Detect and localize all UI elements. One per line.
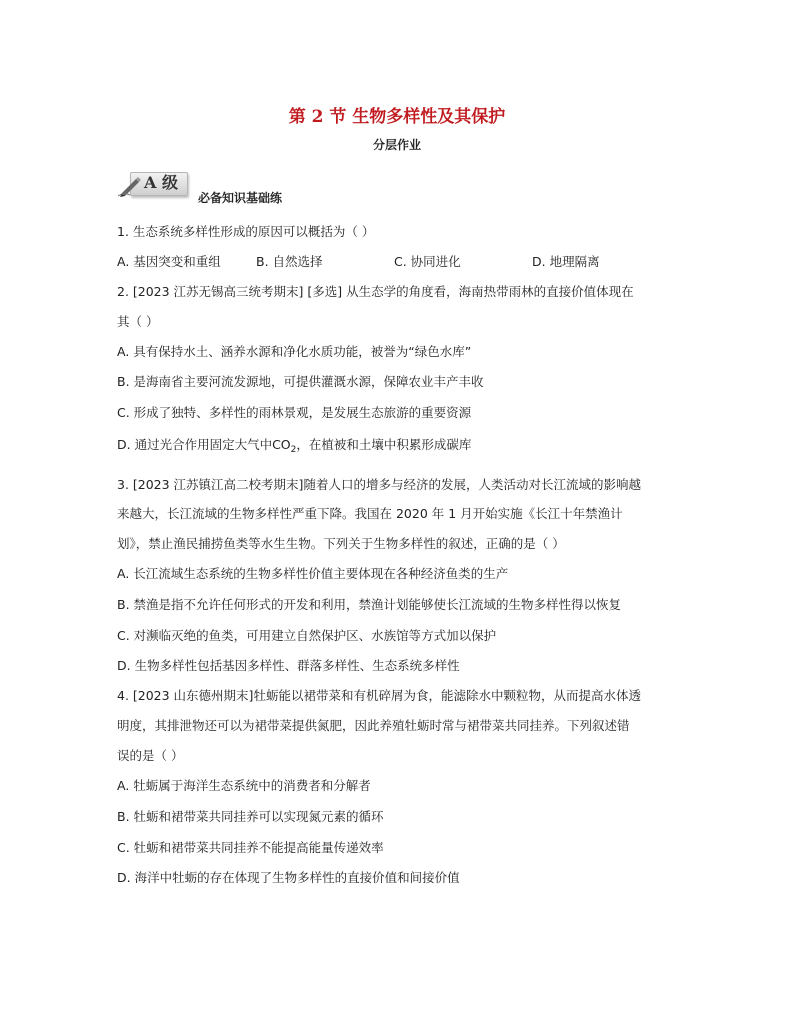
q3-stem-line3: 划》，禁止渔民捕捞鱼类等水生生物。下列关于生物多样性的叙述，正确的是（ ） bbox=[117, 536, 565, 551]
q4-stem-line2: 明度，其排泄物还可以为裙带菜提供氮肥，因此养殖牡蛎时常与裙带菜共同挂养。下列叙述错 bbox=[117, 718, 630, 733]
q2-stem-line2: 其（ ） bbox=[117, 314, 159, 329]
q2-option-d-pre: D. 通过光合作用固定大气中CO bbox=[117, 437, 291, 452]
q2-stem-line1: 2. [2023 江苏无锡高三统考期末] [多选] 从生态学的角度看，海南热带雨林的直接价值体现在 bbox=[117, 284, 634, 299]
q2-option-d-sub: 2 bbox=[290, 445, 297, 455]
q4-option-d: D. 海洋中牡蛎的存在体现了生物多样性的直接价值和间接价值 bbox=[117, 870, 460, 885]
q3-option-b: B. 禁渔是指不允许任何形式的开发和利用，禁渔计划能够使长江流域的生物多样性得以恢复 bbox=[117, 597, 622, 612]
q4-stem-line1: 4. [2023 山东德州期末]牡蛎能以裙带菜和有机碎屑为食，能滤除水中颗粒物，从而提高水体透 bbox=[117, 688, 641, 703]
q4-option-b: B. 牡蛎和裙带菜共同挂养可以实现氮元素的循环 bbox=[117, 809, 384, 824]
q3-stem-line2: 来越大，长江流域的生物多样性严重下降。我国在 2020 年 1 月开始实施《长江十年禁渔计 bbox=[117, 506, 623, 521]
level-badge bbox=[118, 171, 188, 197]
q1-option-c: C. 协同进化 bbox=[394, 254, 461, 269]
q1-option-b: B. 自然选择 bbox=[256, 254, 323, 269]
page-title: 第 2 节 生物多样性及其保护 bbox=[288, 107, 506, 127]
badge-text: A 级 bbox=[144, 173, 178, 192]
q3-option-c: C. 对濒临灭绝的鱼类，可用建立自然保护区、水族馆等方式加以保护 bbox=[117, 628, 497, 643]
q3-option-a: A. 长江流域生态系统的生物多样性价值主要体现在各种经济鱼类的生产 bbox=[117, 566, 509, 581]
q2-option-a: A. 具有保持水土、涵养水源和净化水质功能，被誉为“绿色水库” bbox=[117, 344, 472, 359]
q2-option-c: C. 形成了独特、多样性的雨林景观，是发展生态旅游的重要资源 bbox=[117, 405, 472, 420]
q4-stem-line3: 误的是（ ） bbox=[117, 748, 184, 763]
pen-icon bbox=[118, 173, 144, 197]
q1-stem: 1. 生态系统多样性形成的原因可以概括为（ ） bbox=[117, 224, 375, 239]
q1-option-d: D. 地理隔离 bbox=[532, 254, 600, 269]
q3-option-d: D. 生物多样性包括基因多样性、群落多样性、生态系统多样性 bbox=[117, 658, 460, 673]
q4-option-c: C. 牡蛎和裙带菜共同挂养不能提高能量传递效率 bbox=[117, 840, 384, 855]
q2-option-d bbox=[117, 437, 471, 458]
section-label: 必备知识基础练 bbox=[198, 191, 283, 205]
q2-option-d-post: ，在植被和土壤中积累形成碳库 bbox=[296, 437, 472, 452]
q2-option-b: B. 是海南省主要河流发源地，可提供灌溉水源，保障农业丰产丰收 bbox=[117, 374, 484, 389]
page-subtitle: 分层作业 bbox=[372, 138, 421, 152]
q3-stem-line1: 3. [2023 江苏镇江高二校考期末]随着人口的增多与经济的发展，人类活动对长江流域的影响越 bbox=[117, 477, 641, 492]
q1-option-a: A. 基因突变和重组 bbox=[117, 254, 221, 269]
q4-option-a: A. 牡蛎属于海洋生态系统中的消费者和分解者 bbox=[117, 778, 371, 793]
